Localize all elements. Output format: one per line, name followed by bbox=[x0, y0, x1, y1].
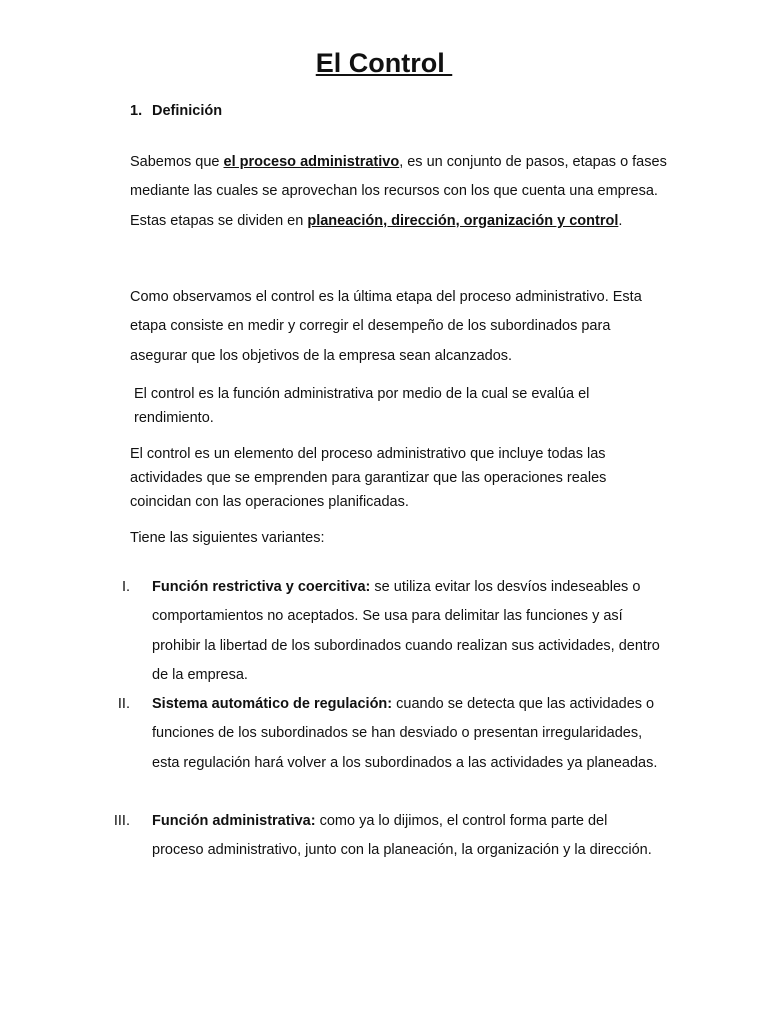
list-item-body bbox=[152, 573, 662, 690]
paragraph-funcion-administrativa: El control es la función administrativa por medio de la cual se evalúa el rendimiento. bbox=[134, 386, 590, 426]
list-item-term: Sistema automático de regulación: bbox=[152, 696, 393, 712]
list-marker: II. bbox=[117, 696, 130, 712]
paragraph-elemento-proceso: El control es un elemento del proceso administrativo que incluye todas las actividades que se emprenden para garantizar que las operaciones reales coincidan con las operaciones planificadas. bbox=[130, 446, 607, 510]
list-item-text: cuando se detecta que las actividades o funciones de los subordinados se han desviado o presentan irregularidades, esta regulación hará volver a los subordinados a las actividades ya planeadas. bbox=[152, 696, 658, 771]
list-item-term: Función administrativa: bbox=[152, 813, 316, 829]
paragraph-text: , es un conjunto de pasos, etapas o fases mediante las cuales se aprovechan los recursos con los que cuenta una empresa. Estas etapas se dividen en bbox=[130, 154, 667, 229]
highlight-etapas: planeación, dirección, organización y control bbox=[307, 212, 619, 229]
section-heading bbox=[130, 103, 222, 119]
section-heading-text: Definición bbox=[152, 103, 223, 119]
paragraph-text: . bbox=[618, 212, 623, 229]
list-item-text: se utiliza evitar los desvíos indeseables o comportamientos no aceptados. Se usa para delimitar las funciones y así prohibir la libertad de los subordinados cuando realizan sus actividades, dentro de la empresa. bbox=[152, 579, 660, 683]
section-number: 1. bbox=[130, 103, 143, 119]
list-item-text: como ya lo dijimos, el control forma parte del proceso administrativo, junto con la planeación, la organización y la dirección. bbox=[152, 813, 652, 859]
list-item-term: Función restrictiva y coercitiva: bbox=[152, 579, 371, 595]
list-marker: I. bbox=[121, 579, 130, 595]
page-title: El Control bbox=[315, 48, 453, 78]
paragraph-ultima-etapa: Como observamos el control es la última etapa del proceso administrativo. Esta etapa consiste en medir y corregir el desempeño de los subordinados para asegurar que los objetivos de la empresa sean alcanzados. bbox=[130, 289, 642, 364]
list-marker: III. bbox=[113, 813, 130, 829]
paragraph-text: Sabemos que bbox=[130, 154, 224, 170]
paragraph-variantes-intro: Tiene las siguientes variantes: bbox=[130, 530, 325, 546]
list-item-body bbox=[152, 807, 662, 866]
paragraph-definition bbox=[130, 148, 670, 236]
highlight-proceso-administrativo: el proceso administrativo bbox=[223, 154, 400, 170]
list-item-body bbox=[152, 690, 662, 778]
